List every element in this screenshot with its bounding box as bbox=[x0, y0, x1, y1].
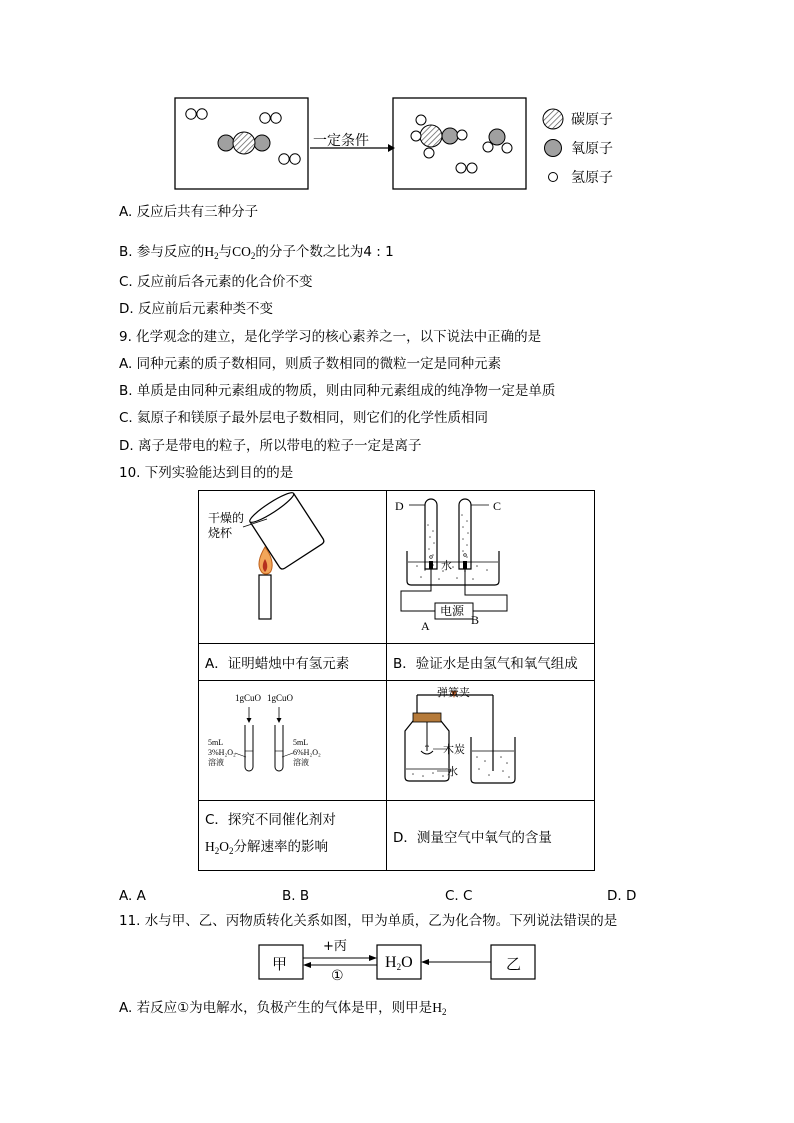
cell-c-figure bbox=[199, 681, 387, 801]
experiment-table bbox=[198, 490, 595, 871]
water-label: 水 bbox=[447, 765, 458, 778]
legend-hydrogen-icon bbox=[549, 173, 558, 182]
cell-a-caption: A．证明蜡烛中有氢元素 bbox=[199, 644, 387, 681]
reaction-condition-label: 一定条件 bbox=[313, 133, 369, 149]
legend-oxygen-label: 氧原子 bbox=[571, 141, 613, 157]
box-water: $H_2O$ bbox=[385, 954, 413, 972]
legend-carbon-icon bbox=[543, 109, 563, 129]
arrow-reagent-label: +丙 bbox=[323, 939, 347, 954]
charcoal-label: 木炭 bbox=[443, 743, 465, 756]
cell-c-caption-line1: C．探究不同催化剂对 bbox=[205, 811, 336, 828]
q8-option-a: A. 反应后共有三种分子 bbox=[119, 204, 259, 220]
tube1-volume: 5mL bbox=[208, 738, 224, 747]
dry-beaker-label-1: 干燥的 bbox=[208, 511, 245, 525]
tube2-liquid: 溶液 bbox=[293, 758, 309, 767]
cuo-label-1: 1gCuO bbox=[235, 693, 262, 703]
oxygen-measure-figure bbox=[387, 681, 594, 796]
box-jia: 甲 bbox=[272, 955, 288, 973]
power-source-label: 电源 bbox=[440, 604, 465, 618]
q10-choice-a: A. A bbox=[119, 888, 146, 904]
cuo-label-2: 1gCuO bbox=[267, 693, 294, 703]
tube2-solution: 6%H₂O₂ bbox=[293, 748, 321, 757]
legend-carbon-label: 碳原子 bbox=[571, 112, 613, 128]
tube-c-label: C bbox=[493, 499, 502, 513]
q9-option-d: D. 离子是带电的粒子，所以带电的粒子一定是离子 bbox=[119, 438, 422, 454]
reaction-diagram bbox=[170, 92, 630, 194]
cell-b-caption: B．验证水是由氢气和氧气组成 bbox=[387, 644, 595, 681]
tube2-volume: 5mL bbox=[293, 738, 309, 747]
reaction-1-label: ① bbox=[331, 968, 344, 984]
tube1-solution: 3%H₂O₂ bbox=[208, 748, 236, 757]
cell-c-caption-line2: $H_2O_2$分解速率的影响 bbox=[205, 838, 328, 856]
cell-d-figure bbox=[387, 681, 595, 801]
q11-stem: 11. 水与甲、乙、丙物质转化关系如图，甲为单质，乙为化合物。下列说法错误的是 bbox=[119, 913, 618, 929]
q10-choice-c: C. C bbox=[445, 888, 473, 904]
q9-option-b: B. 单质是由同种元素组成的物质，则由同种元素组成的纯净物一定是单质 bbox=[119, 383, 556, 399]
tube-d-label: D bbox=[395, 499, 404, 513]
cell-b-figure bbox=[387, 491, 595, 644]
electrolysis-figure bbox=[387, 491, 594, 639]
q8-option-c: C. 反应前后各元素的化合价不变 bbox=[119, 274, 313, 290]
q9-stem: 9. 化学观念的建立，是化学学习的核心素养之一，以下说法中正确的是 bbox=[119, 329, 542, 345]
cell-c-caption bbox=[199, 801, 387, 871]
cell-a-figure bbox=[199, 491, 387, 644]
q10-choice-b: B. B bbox=[282, 888, 310, 904]
dry-beaker-label-2: 烧杯 bbox=[208, 526, 233, 540]
cell-d-caption: D．测量空气中氧气的含量 bbox=[387, 801, 595, 871]
q8-option-d: D. 反应前后元素种类不变 bbox=[119, 301, 273, 317]
legend-oxygen-icon bbox=[545, 140, 562, 157]
q9-option-a: A. 同种元素的质子数相同，则质子数相同的微粒一定是同种元素 bbox=[119, 356, 502, 372]
terminal-a-label: A bbox=[421, 619, 430, 633]
legend-hydrogen-label: 氢原子 bbox=[571, 170, 613, 186]
spring-clip-label: 弹簧夹 bbox=[437, 686, 470, 699]
tube1-liquid: 溶液 bbox=[208, 758, 224, 767]
q8-option-b: B. 参与反应的$H_2$与$CO_2$的分子个数之比为4 : 1 bbox=[119, 244, 394, 261]
trough-water-label: 水 bbox=[441, 559, 452, 572]
box-yi: 乙 bbox=[506, 955, 522, 973]
q9-option-c: C. 氦原子和镁原子最外层电子数相同，则它们的化学性质相同 bbox=[119, 410, 489, 426]
q11-option-a: A. 若反应①为电解水，负极产生的气体是甲，则甲是$H_2$ bbox=[119, 1000, 447, 1017]
terminal-b-label: B bbox=[471, 613, 480, 627]
q10-stem: 10. 下列实验能达到目的的是 bbox=[119, 465, 294, 481]
q10-choice-d: D. D bbox=[607, 888, 637, 904]
